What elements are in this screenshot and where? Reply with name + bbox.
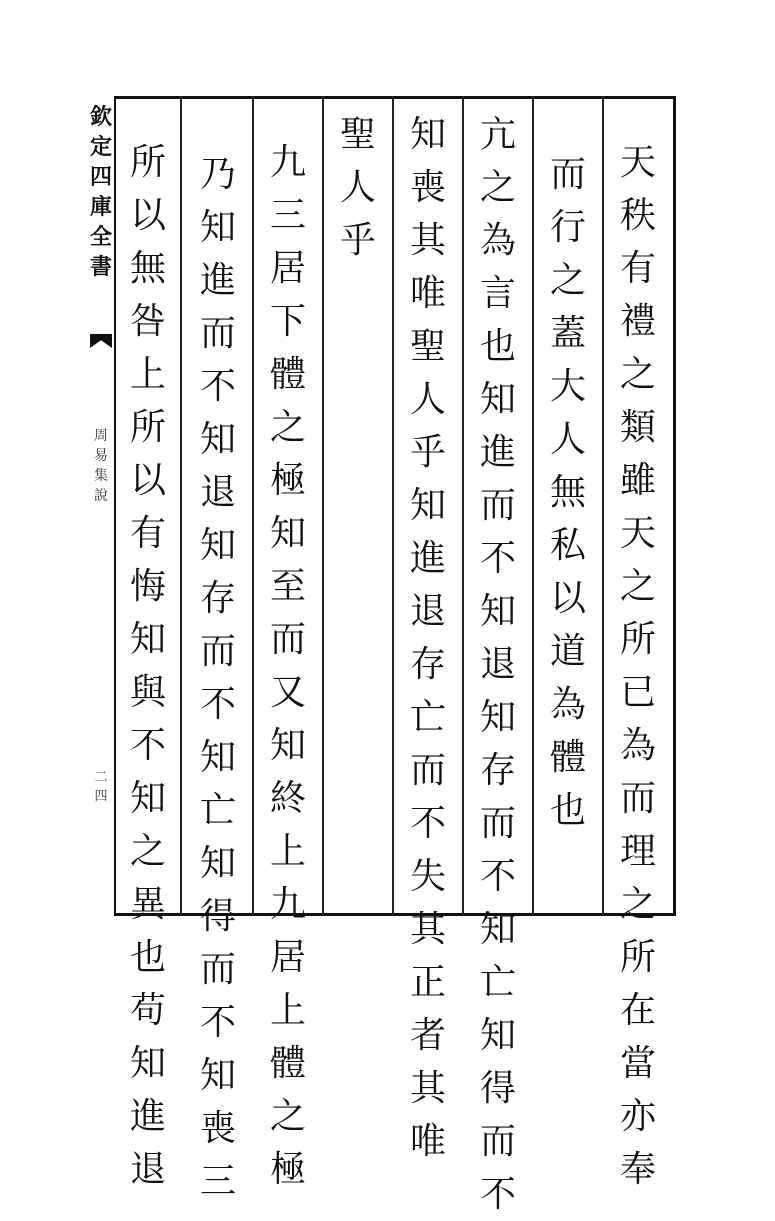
book-title	[88, 102, 114, 282]
text-char: 天	[619, 513, 656, 554]
text-char: 私	[549, 525, 586, 566]
text-char: 大	[549, 366, 586, 407]
text-char: 唯	[409, 1121, 446, 1162]
text-char: 九	[269, 884, 306, 925]
text-char: 以	[129, 195, 166, 236]
text-char: 進	[129, 1096, 166, 1137]
text-char: 已	[619, 672, 656, 713]
text-char: 知	[199, 419, 236, 460]
text-char: 亡	[479, 962, 516, 1003]
text-char: 悔	[129, 566, 166, 607]
text-char: 知	[479, 697, 516, 738]
text-char: 秩	[619, 195, 656, 236]
text-char: 三	[199, 1161, 236, 1202]
text-column-4	[403, 108, 453, 1168]
text-char: 乎	[339, 220, 376, 261]
text-char: 道	[549, 631, 586, 672]
margin-strip	[88, 96, 114, 916]
text-char: 其	[409, 220, 446, 261]
section-char: 周	[94, 428, 108, 444]
text-char: 奉	[619, 1149, 656, 1190]
text-column-8	[123, 136, 173, 1196]
text-char: 不	[479, 1174, 516, 1215]
text-char: 所	[129, 142, 166, 183]
text-char: 下	[269, 301, 306, 342]
text-char: 上	[269, 831, 306, 872]
text-char: 人	[339, 167, 376, 208]
text-char: 人	[409, 379, 446, 420]
column-rule	[532, 96, 534, 916]
text-char: 聖	[409, 326, 446, 367]
text-char: 知	[129, 619, 166, 660]
text-char: 退	[409, 591, 446, 632]
text-char: 得	[479, 1068, 516, 1109]
text-char: 以	[129, 460, 166, 501]
title-char: 四	[89, 164, 112, 190]
text-char: 而	[479, 1121, 516, 1162]
text-char: 乃	[199, 154, 236, 195]
text-column-5	[333, 108, 383, 267]
text-char: 而	[269, 619, 306, 660]
text-char: 亡	[199, 790, 236, 831]
text-char: 而	[409, 750, 446, 791]
text-char: 不	[479, 538, 516, 579]
title-char: 庫	[89, 194, 112, 220]
text-char: 異	[129, 884, 166, 925]
text-char: 之	[619, 884, 656, 925]
text-char: 存	[199, 578, 236, 619]
text-char: 不	[199, 1002, 236, 1043]
text-char: 而	[199, 313, 236, 354]
text-char: 雖	[619, 460, 656, 501]
text-char: 又	[269, 672, 306, 713]
text-char: 知	[199, 843, 236, 884]
text-char: 存	[409, 644, 446, 685]
text-char: 知	[409, 114, 446, 155]
column-rule	[322, 96, 324, 916]
text-char: 居	[269, 248, 306, 289]
text-char: 蓋	[549, 313, 586, 354]
text-char: 之	[269, 1096, 306, 1137]
column-rule	[602, 96, 604, 916]
text-char: 理	[619, 831, 656, 872]
text-char: 而	[479, 803, 516, 844]
text-char: 知	[199, 1055, 236, 1096]
text-char: 其	[409, 909, 446, 950]
text-char: 禮	[619, 301, 656, 342]
text-char: 以	[549, 578, 586, 619]
text-char: 之	[479, 167, 516, 208]
text-char: 而	[199, 631, 236, 672]
text-char: 上	[129, 354, 166, 395]
text-char: 而	[549, 154, 586, 195]
text-char: 上	[269, 990, 306, 1031]
text-char: 正	[409, 962, 446, 1003]
text-char: 無	[129, 248, 166, 289]
text-char: 有	[619, 248, 656, 289]
text-char: 而	[619, 778, 656, 819]
title-char: 書	[89, 254, 112, 280]
text-char: 而	[199, 949, 236, 990]
text-char: 進	[409, 538, 446, 579]
text-column-6	[263, 136, 313, 1196]
text-char: 不	[409, 803, 446, 844]
text-char: 聖	[339, 114, 376, 155]
text-char: 言	[479, 273, 516, 314]
text-char: 進	[199, 260, 236, 301]
text-char: 當	[619, 1043, 656, 1084]
text-char: 失	[409, 856, 446, 897]
text-char: 所	[129, 407, 166, 448]
text-char: 之	[129, 831, 166, 872]
text-char: 不	[199, 684, 236, 725]
text-char: 之	[549, 260, 586, 301]
text-char: 咎	[129, 301, 166, 342]
text-char: 知	[479, 909, 516, 950]
text-char: 唯	[409, 273, 446, 314]
text-char: 退	[479, 644, 516, 685]
text-column-2	[543, 148, 593, 837]
column-rule	[252, 96, 254, 916]
text-column-7	[193, 148, 243, 1208]
text-char: 退	[129, 1149, 166, 1190]
text-char: 居	[269, 937, 306, 978]
text-char: 在	[619, 990, 656, 1031]
text-char: 也	[479, 326, 516, 367]
text-char: 乎	[409, 432, 446, 473]
fishtail-mark-icon	[90, 334, 112, 348]
text-char: 至	[269, 566, 306, 607]
text-char: 體	[549, 737, 586, 778]
text-char: 之	[619, 354, 656, 395]
text-char: 無	[549, 472, 586, 513]
text-char: 體	[269, 354, 306, 395]
text-char: 而	[479, 485, 516, 526]
text-char: 亦	[619, 1096, 656, 1137]
text-char: 行	[549, 207, 586, 248]
text-char: 不	[199, 366, 236, 407]
text-char: 知	[409, 485, 446, 526]
text-char: 也	[129, 937, 166, 978]
text-char: 退	[199, 472, 236, 513]
text-char: 人	[549, 419, 586, 460]
text-char: 終	[269, 778, 306, 819]
title-char: 欽	[89, 104, 112, 130]
title-char: 定	[89, 134, 112, 160]
section-char: 集	[94, 468, 108, 484]
text-char: 知	[129, 1043, 166, 1084]
column-rule	[392, 96, 394, 916]
text-char: 知	[479, 1015, 516, 1056]
text-char: 知	[199, 207, 236, 248]
text-char: 所	[619, 937, 656, 978]
text-char: 知	[269, 725, 306, 766]
text-char: 知	[129, 778, 166, 819]
text-char: 之	[269, 407, 306, 448]
text-char: 進	[479, 432, 516, 473]
text-char: 知	[199, 525, 236, 566]
text-char: 不	[129, 725, 166, 766]
text-char: 極	[269, 460, 306, 501]
text-char: 知	[479, 591, 516, 632]
text-char: 所	[619, 619, 656, 660]
column-rule	[462, 96, 464, 916]
text-char: 體	[269, 1043, 306, 1084]
text-char: 者	[409, 1015, 446, 1056]
section-char: 說	[94, 488, 108, 504]
text-char: 天	[619, 142, 656, 183]
title-char: 全	[89, 224, 112, 250]
text-char: 類	[619, 407, 656, 448]
text-char: 喪	[199, 1108, 236, 1149]
text-char: 苟	[129, 990, 166, 1031]
section-char: 易	[94, 448, 108, 464]
text-char: 喪	[409, 167, 446, 208]
text-char: 知	[479, 379, 516, 420]
text-char: 知	[269, 513, 306, 554]
text-char: 為	[479, 220, 516, 261]
text-char: 九	[269, 142, 306, 183]
text-char: 與	[129, 672, 166, 713]
page-number: 二四	[94, 770, 108, 804]
text-char: 也	[549, 790, 586, 831]
text-char: 三	[269, 195, 306, 236]
text-char: 極	[269, 1149, 306, 1190]
text-char: 為	[619, 725, 656, 766]
text-char: 存	[479, 750, 516, 791]
text-column-3	[473, 108, 523, 1221]
column-rule	[180, 96, 182, 916]
text-char: 知	[199, 737, 236, 778]
text-column-1	[613, 136, 663, 1196]
text-char: 不	[479, 856, 516, 897]
text-char: 有	[129, 513, 166, 554]
text-char: 亡	[409, 697, 446, 738]
section-title	[90, 426, 112, 506]
text-char: 為	[549, 684, 586, 725]
text-char: 亢	[479, 114, 516, 155]
text-char: 其	[409, 1068, 446, 1109]
text-char: 得	[199, 896, 236, 937]
text-char: 之	[619, 566, 656, 607]
